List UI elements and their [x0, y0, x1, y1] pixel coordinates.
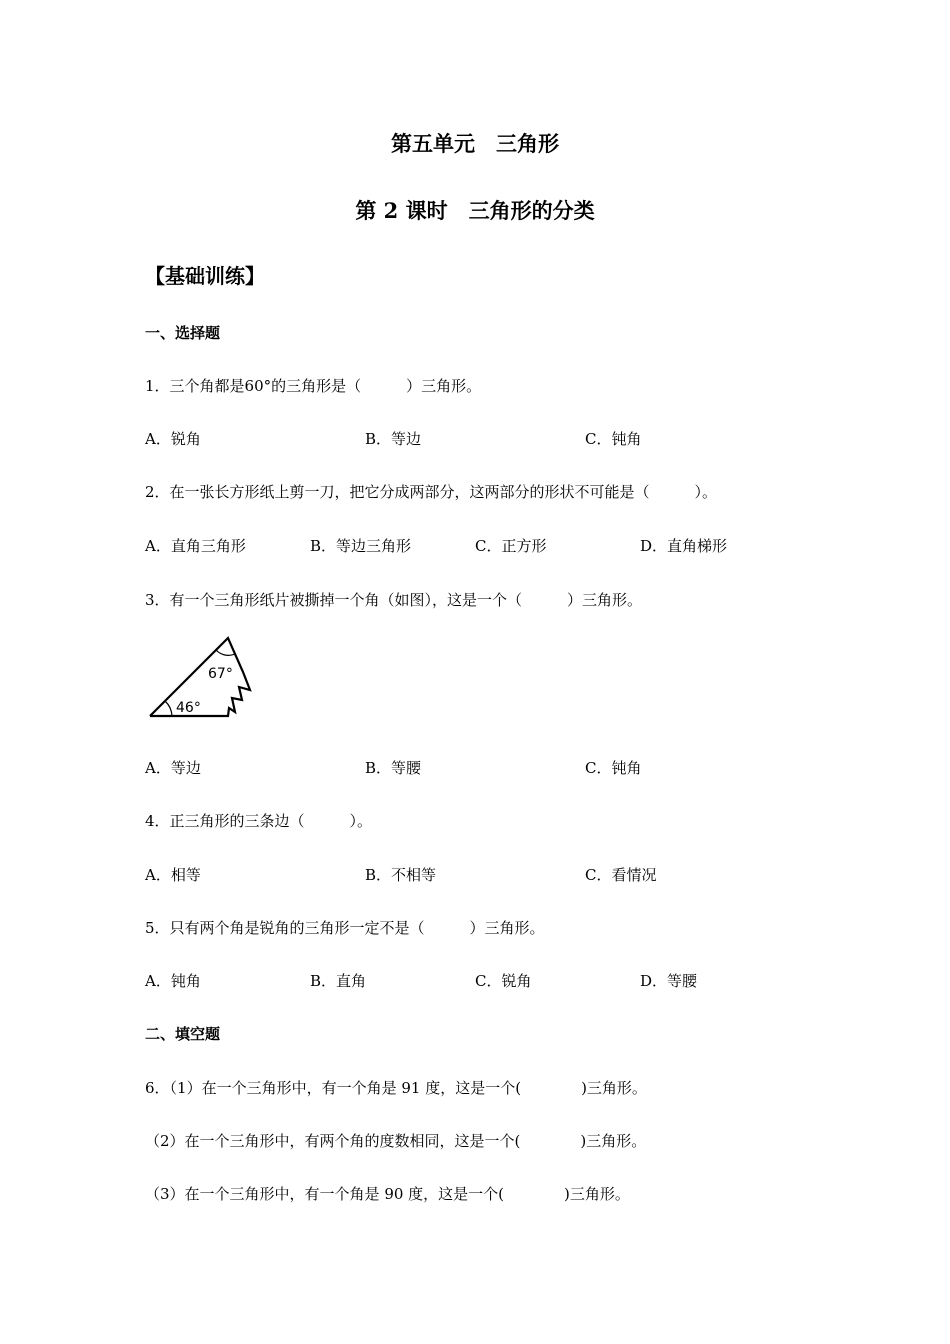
section-fill-label: 二、填空题: [145, 1025, 221, 1043]
q3-option-b: B．等腰: [365, 759, 422, 777]
q5-option-d: D．等腰: [640, 972, 698, 990]
angle-label-top: 67°: [208, 666, 233, 682]
q1-option-c: C．钝角: [585, 430, 642, 448]
unit-title: 第五单元 三角形: [391, 131, 559, 156]
q1-option-a: A．锐角: [145, 430, 201, 448]
angle-arc-top: [216, 650, 235, 655]
q3-option-c: C．钝角: [585, 759, 642, 777]
q2-option-c: C．正方形: [475, 537, 547, 555]
section-heading: 【基础训练】: [145, 264, 265, 288]
q5-option-c: C．锐角: [475, 972, 532, 990]
question-6-part-3: （3）在一个三角形中，有一个角是 90 度，这是一个( )三角形。: [145, 1185, 630, 1203]
question-2: 2．在一张长方形纸上剪一刀，把它分成两部分，这两部分的形状不可能是（ ）。: [145, 483, 718, 501]
q2-option-a: A．直角三角形: [145, 537, 246, 555]
q3-option-a: A．等边: [145, 759, 201, 777]
question-3: 3．有一个三角形纸片被撕掉一个角（如图），这是一个（ ）三角形。: [145, 591, 643, 609]
q5-option-a: A．钝角: [145, 972, 201, 990]
q2-option-d: D．直角梯形: [640, 537, 728, 555]
question-6-part-2: （2）在一个三角形中，有两个角的度数相同，这是一个( )三角形。: [145, 1132, 647, 1150]
question-6-part-1: 6．（1）在一个三角形中，有一个角是 91 度，这是一个( )三角形。: [145, 1079, 647, 1097]
question-5: 5．只有两个角是锐角的三角形一定不是（ ）三角形。: [145, 919, 545, 937]
q2-option-b: B．等边三角形: [310, 537, 412, 555]
angle-arc-bottom: [165, 701, 172, 716]
lesson-title: 第 2 课时 三角形的分类: [355, 198, 595, 223]
section-choice-label: 一、选择题: [145, 324, 221, 342]
q4-option-b: B．不相等: [365, 866, 437, 884]
q4-option-a: A．相等: [145, 866, 201, 884]
q1-option-b: B．等边: [365, 430, 422, 448]
q4-option-c: C．看情况: [585, 866, 657, 884]
torn-triangle-figure: [145, 632, 265, 722]
question-1: 1．三个角都是60°的三角形是（ ）三角形。: [145, 377, 482, 395]
question-4: 4．正三角形的三条边（ ）。: [145, 812, 373, 830]
q5-option-b: B．直角: [310, 972, 367, 990]
angle-label-bottom: 46°: [176, 700, 201, 716]
